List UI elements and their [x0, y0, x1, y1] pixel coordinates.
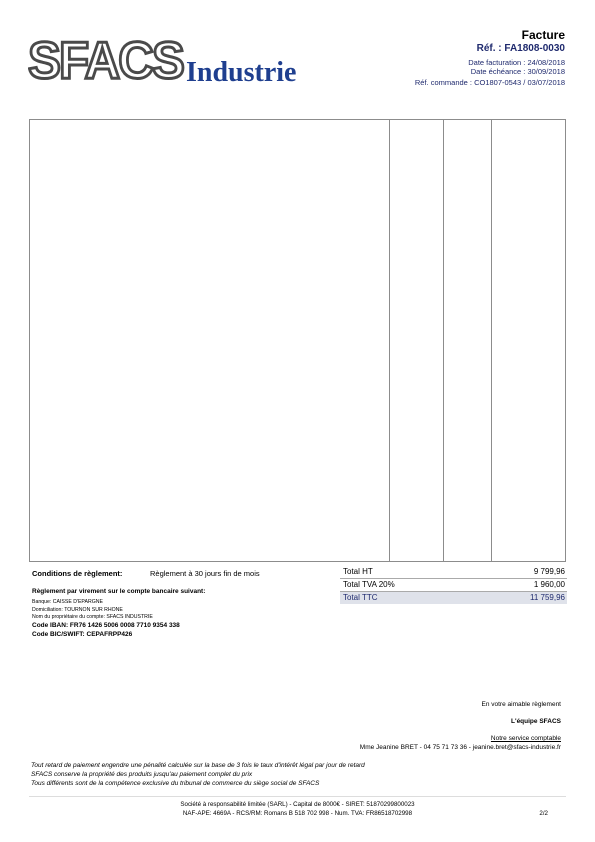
account-owner: Nom du propriétaire du compte: SFACS INDUSTRIE [32, 614, 153, 620]
legal-note: Tous différents sont de la compétence exclusive du tribunal de commerce du siège social de SFACS [31, 780, 320, 787]
closing-regards: En votre aimable règlement [481, 701, 561, 708]
total-label: Total TVA 20% [343, 580, 395, 589]
order-reference: Réf. commande : CO1807-0543 / 03/07/2018 [414, 78, 565, 87]
invoice-date: Date facturation : 24/08/2018 [468, 58, 565, 67]
due-date: Date échéance : 30/09/2018 [470, 67, 565, 76]
legal-note: Tout retard de paiement engendre une pénalité calculée sur la base de 3 fois le taux d'intérêt légal par jour de retard [31, 762, 365, 769]
logo-mark: SFACS [28, 32, 184, 90]
table-column-divider [491, 120, 492, 561]
total-value: 1 960,00 [533, 580, 565, 589]
bank-name: Banque: CAISSE D'EPARGNE [32, 599, 103, 605]
iban-code: Code IBAN: FR76 1426 5006 0008 7710 9354 338 [32, 622, 180, 629]
total-label: Total HT [343, 567, 373, 576]
items-table [29, 119, 566, 562]
total-label: Total TTC [343, 593, 378, 602]
footer-registration-info: NAF-APE: 4669A - RCS/RM: Romans B 518 702 998 - Num. TVA: FR86518702998 [182, 810, 413, 817]
signature-team: L'équipe SFACS [511, 718, 561, 725]
bank-domiciliation: Domiciliation: TOURNON SUR RHONE [32, 607, 123, 613]
footer-company-info: Société à responsabilité limitée (SARL) - Capital de 8000€ - SIRET: 51870299800023 [180, 801, 415, 808]
company-logo [28, 30, 318, 90]
invoice-reference: Réf. : FA1808-0030 [476, 43, 565, 54]
footer-divider [29, 796, 566, 797]
totals-table [340, 566, 567, 604]
legal-note: SFACS conserve la propriété des produits jusqu'au paiement complet du prix [31, 771, 253, 778]
total-ht-row [340, 566, 567, 579]
total-tva-row [340, 579, 567, 592]
accounting-service: Notre service comptable [490, 735, 561, 742]
payment-conditions-label: Conditions de règlement: [32, 569, 123, 578]
logo-word: Industrie [186, 57, 297, 88]
table-column-divider [389, 120, 390, 561]
bic-code: Code BIC/SWIFT: CEPAFRPP426 [32, 631, 133, 638]
payment-conditions-value: Règlement à 30 jours fin de mois [150, 569, 260, 578]
table-column-divider [443, 120, 444, 561]
bank-transfer-title: Règlement par virement sur le compte bancaire suivant: [32, 588, 206, 595]
page-number: 2/2 [539, 810, 548, 817]
accounting-contact: Mme Jeanine BRET - 04 75 71 73 36 - jeanine.bret@sfacs-industrie.fr [359, 744, 561, 751]
total-ttc-row [340, 592, 567, 604]
total-value: 11 759,96 [530, 593, 565, 602]
total-value: 9 799,96 [533, 567, 565, 576]
document-type: Facture [521, 28, 565, 42]
